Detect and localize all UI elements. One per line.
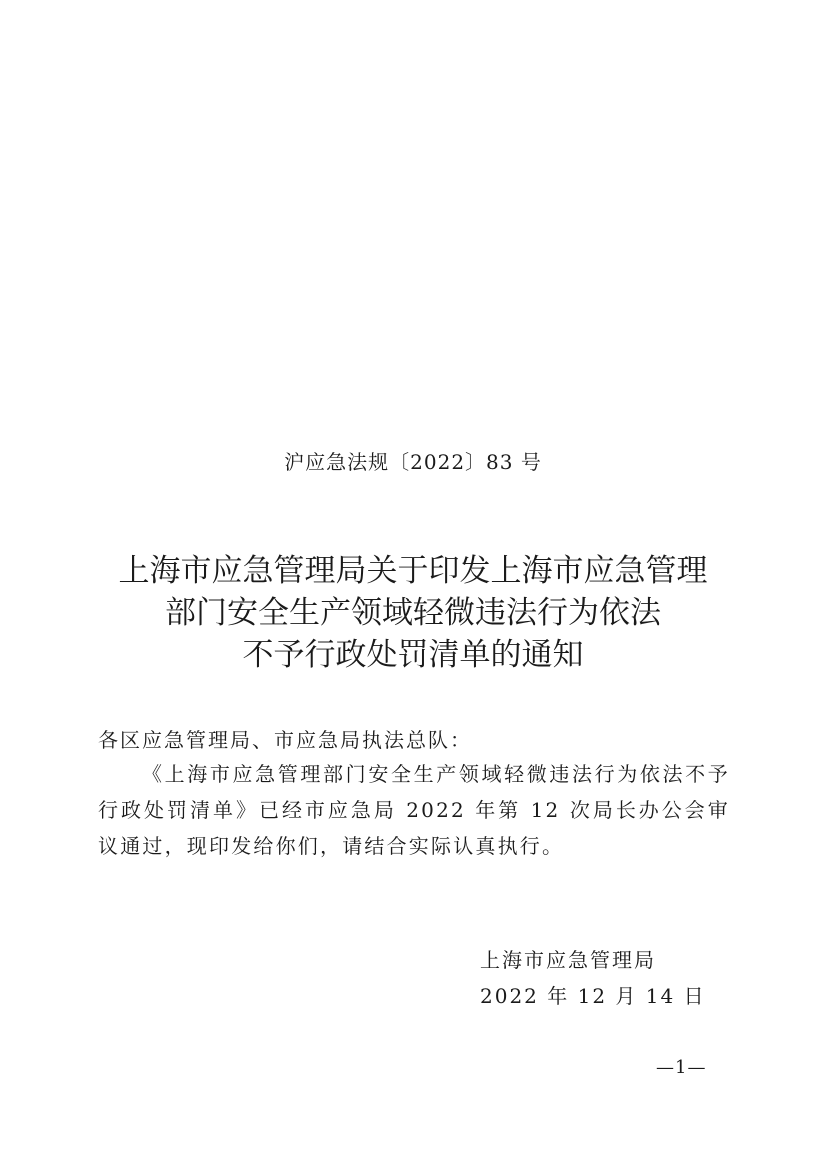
title-line-3: 不予行政处罚清单的通知 [242, 637, 584, 673]
issue-date: 2022 年 12 月 14 日 [480, 984, 706, 1008]
addressee: 各区应急管理局、市应急局执法总队： [98, 728, 472, 752]
issuer-name: 上海市应急管理局 [480, 948, 656, 972]
title-line-2: 部门安全生产领域轻微违法行为依法 [165, 595, 661, 631]
document-title [0, 550, 826, 676]
signature-block [480, 942, 706, 1014]
title-line-1: 上海市应急管理局关于印发上海市应急管理 [118, 553, 708, 589]
document-number: 沪应急法规〔2022〕83 号 [284, 450, 542, 474]
body-paragraph: 《上海市应急管理部门安全生产领域轻微违法行为依法不予行政处罚清单》已经市应急局 2022 年第 12 次局长办公会审议通过，现印发给你们，请结合实际认真执行。 [98, 762, 730, 858]
page-number: —1— [656, 1057, 707, 1078]
